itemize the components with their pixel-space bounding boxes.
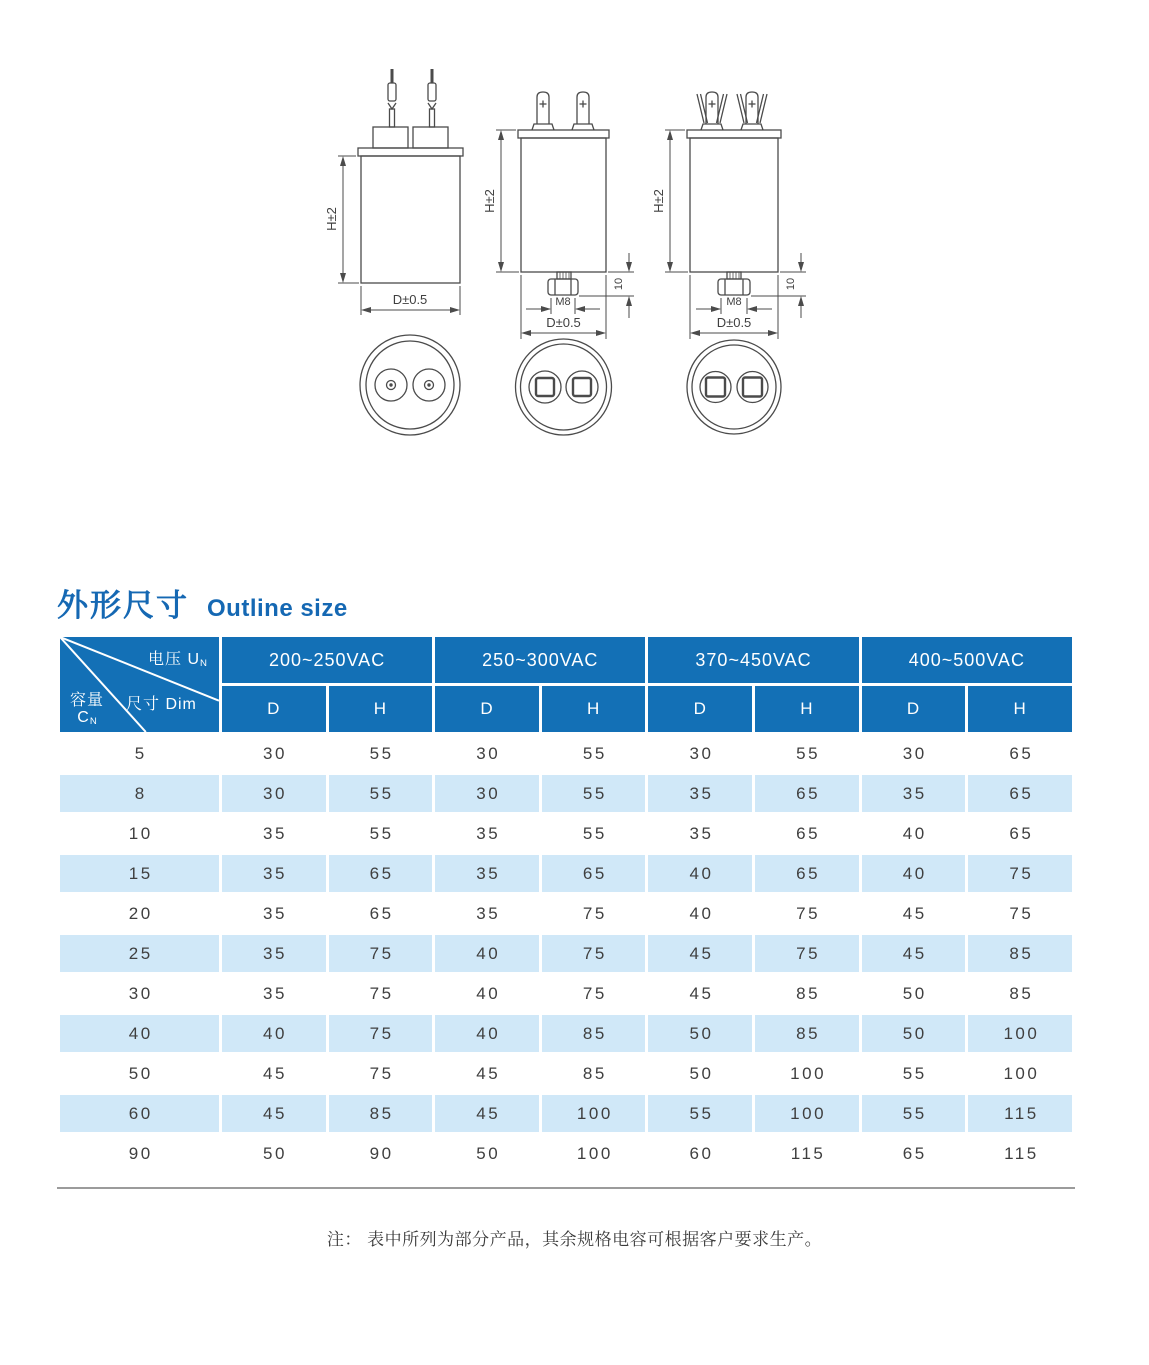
size-table-row bbox=[60, 935, 1072, 972]
dimension-cell: 35 bbox=[222, 975, 326, 1012]
dimension-cell: 30 bbox=[222, 735, 326, 772]
dimension-cell: 50 bbox=[648, 1015, 752, 1052]
dimension-cell: 30 bbox=[435, 735, 539, 772]
section-title-zh: 外形尺寸 bbox=[57, 588, 189, 623]
dimension-cell: 100 bbox=[968, 1015, 1072, 1052]
dimension-cell: 40 bbox=[222, 1015, 326, 1052]
voltage-group-header: 400~500VAC bbox=[862, 637, 1072, 683]
dimension-cell: 75 bbox=[968, 895, 1072, 932]
size-table-row bbox=[60, 975, 1072, 1012]
dimension-cell: 100 bbox=[755, 1055, 859, 1092]
dimension-cell: 40 bbox=[862, 855, 966, 892]
capacity-cell: 90 bbox=[60, 1135, 219, 1172]
d-column-header: D bbox=[435, 686, 539, 732]
d-column-header: D bbox=[222, 686, 326, 732]
voltage-group-header: 200~250VAC bbox=[222, 637, 432, 683]
d-column-header: D bbox=[648, 686, 752, 732]
dimension-cell: 35 bbox=[862, 775, 966, 812]
dimension-cell: 55 bbox=[542, 815, 646, 852]
dimension-cell: 115 bbox=[968, 1095, 1072, 1132]
top-view bbox=[516, 339, 612, 435]
dimension-cell: 75 bbox=[968, 855, 1072, 892]
height-dimension bbox=[324, 156, 359, 283]
dimension-cell: 45 bbox=[648, 975, 752, 1012]
size-table-row bbox=[60, 1135, 1072, 1172]
dimension-cell: 75 bbox=[542, 935, 646, 972]
dimension-cell: 35 bbox=[435, 895, 539, 932]
dimension-cell: 35 bbox=[222, 935, 326, 972]
dimension-cell: 90 bbox=[329, 1135, 433, 1172]
dimension-cell: 35 bbox=[435, 855, 539, 892]
dimension-cell: 30 bbox=[862, 735, 966, 772]
dimension-cell: 45 bbox=[435, 1095, 539, 1132]
side-view bbox=[687, 92, 781, 295]
dimension-cell: 55 bbox=[542, 735, 646, 772]
size-table-row bbox=[60, 1015, 1072, 1052]
dimension-cell: 100 bbox=[968, 1055, 1072, 1092]
dimension-cell: 65 bbox=[968, 735, 1072, 772]
side-view bbox=[358, 69, 463, 283]
outline-size-table-wrap bbox=[57, 634, 1075, 1175]
size-table-row bbox=[60, 775, 1072, 812]
dimension-cell: 35 bbox=[222, 815, 326, 852]
voltage-group-header: 370~450VAC bbox=[648, 637, 858, 683]
capacity-cell: 50 bbox=[60, 1055, 219, 1092]
dimension-cell: 85 bbox=[329, 1095, 433, 1132]
dimension-cell: 35 bbox=[222, 895, 326, 932]
corner-dim-label: 尺寸 Dim bbox=[126, 696, 197, 713]
footnote-text: 表中所列为部分产品，其余规格电容可根据客户要求生产。 bbox=[367, 1230, 823, 1249]
dimension-cell: 75 bbox=[329, 975, 433, 1012]
dimension-cell: 50 bbox=[435, 1135, 539, 1172]
dimension-cell: 75 bbox=[542, 975, 646, 1012]
height-dim-label: H±2 bbox=[482, 189, 497, 213]
dimension-cell: 40 bbox=[862, 815, 966, 852]
dimension-cell: 115 bbox=[968, 1135, 1072, 1172]
dimension-cell: 65 bbox=[542, 855, 646, 892]
dimension-cell: 60 bbox=[648, 1135, 752, 1172]
corner-voltage-label: 电压 $U_N$ bbox=[147, 651, 207, 669]
dimension-cell: 45 bbox=[222, 1055, 326, 1092]
dimension-cell: 55 bbox=[542, 775, 646, 812]
capacity-cell: 8 bbox=[60, 775, 219, 812]
capacitor-drawing-wire-leads bbox=[298, 55, 483, 445]
divider-line bbox=[57, 1187, 1075, 1189]
dimension-cell: 45 bbox=[862, 935, 966, 972]
side-view bbox=[518, 92, 609, 295]
dimension-cell: 55 bbox=[755, 735, 859, 772]
dimension-cell: 65 bbox=[755, 855, 859, 892]
dimension-cell: 85 bbox=[542, 1055, 646, 1092]
capacity-cell: 60 bbox=[60, 1095, 219, 1132]
size-table-row bbox=[60, 815, 1072, 852]
dimension-cell: 75 bbox=[329, 1015, 433, 1052]
height-dimension bbox=[482, 130, 519, 272]
dimension-cell: 50 bbox=[862, 1015, 966, 1052]
dimension-cell: 75 bbox=[542, 895, 646, 932]
dimension-cell: 100 bbox=[542, 1135, 646, 1172]
dimension-cell: 75 bbox=[329, 935, 433, 972]
h-column-header: H bbox=[329, 686, 433, 732]
dimension-cell: 65 bbox=[329, 895, 433, 932]
diameter-dimension bbox=[361, 286, 460, 315]
thread-dimension bbox=[696, 296, 772, 314]
height-dimension bbox=[651, 130, 688, 272]
capacity-cell: 30 bbox=[60, 975, 219, 1012]
dimension-cell: 85 bbox=[755, 1015, 859, 1052]
stud-length-dim-label: 10 bbox=[613, 277, 625, 291]
dimension-cell: 100 bbox=[755, 1095, 859, 1132]
dimension-cell: 45 bbox=[648, 935, 752, 972]
dimension-cell: 40 bbox=[435, 1015, 539, 1052]
dimension-cell: 75 bbox=[755, 895, 859, 932]
size-table-row bbox=[60, 735, 1072, 772]
dimension-cell: 55 bbox=[329, 775, 433, 812]
outline-size-table bbox=[57, 634, 1075, 1175]
dimension-cell: 85 bbox=[968, 935, 1072, 972]
dimension-cell: 65 bbox=[968, 815, 1072, 852]
diameter-dim-label: D±0.5 bbox=[392, 292, 428, 307]
size-table-row bbox=[60, 895, 1072, 932]
dimension-cell: 30 bbox=[648, 735, 752, 772]
size-table-row bbox=[60, 855, 1072, 892]
dimension-cell: 40 bbox=[435, 935, 539, 972]
capacity-cell: 20 bbox=[60, 895, 219, 932]
h-column-header: H bbox=[755, 686, 859, 732]
voltage-group-header: 250~300VAC bbox=[435, 637, 645, 683]
capacity-cell: 15 bbox=[60, 855, 219, 892]
dimension-cell: 85 bbox=[968, 975, 1072, 1012]
dimension-cell: 45 bbox=[862, 895, 966, 932]
height-dim-label: H±2 bbox=[651, 189, 666, 213]
stud-length-dim-label: 10 bbox=[785, 277, 797, 291]
dimension-cell: 50 bbox=[222, 1135, 326, 1172]
dimension-cell: 45 bbox=[435, 1055, 539, 1092]
dimension-cell: 55 bbox=[329, 815, 433, 852]
capacity-cell: 10 bbox=[60, 815, 219, 852]
dimension-cell: 65 bbox=[968, 775, 1072, 812]
thread-dimension bbox=[526, 296, 600, 314]
diameter-dim-label: D±0.5 bbox=[546, 315, 581, 330]
table-corner-cell bbox=[60, 637, 219, 732]
dimension-cell: 55 bbox=[862, 1055, 966, 1092]
dimension-cell: 35 bbox=[435, 815, 539, 852]
dimension-cell: 65 bbox=[755, 815, 859, 852]
dimension-cell: 55 bbox=[329, 735, 433, 772]
h-column-header: H bbox=[968, 686, 1072, 732]
size-table-row bbox=[60, 1055, 1072, 1092]
footnote bbox=[0, 1225, 1149, 1250]
dimension-cell: 55 bbox=[648, 1095, 752, 1132]
capacity-cell: 25 bbox=[60, 935, 219, 972]
dimension-cell: 115 bbox=[755, 1135, 859, 1172]
dimension-cell: 35 bbox=[648, 815, 752, 852]
dimension-cell: 40 bbox=[648, 895, 752, 932]
dimension-cell: 55 bbox=[862, 1095, 966, 1132]
dimension-cell: 40 bbox=[435, 975, 539, 1012]
dimension-cell: 65 bbox=[755, 775, 859, 812]
section-title-en: Outline size bbox=[207, 595, 348, 622]
dimension-cell: 40 bbox=[648, 855, 752, 892]
diameter-dim-label: D±0.5 bbox=[716, 315, 752, 330]
height-dim-label: H±2 bbox=[324, 207, 339, 231]
dimension-cell: 45 bbox=[222, 1095, 326, 1132]
dimension-cell: 30 bbox=[435, 775, 539, 812]
capacity-cell: 40 bbox=[60, 1015, 219, 1052]
dimension-cell: 100 bbox=[542, 1095, 646, 1132]
capacity-cell: 5 bbox=[60, 735, 219, 772]
dimension-cell: 85 bbox=[542, 1015, 646, 1052]
dimension-cell: 85 bbox=[755, 975, 859, 1012]
size-table-body bbox=[60, 735, 1072, 1172]
dimension-cell: 30 bbox=[222, 775, 326, 812]
dimension-cell: 75 bbox=[755, 935, 859, 972]
thread-dim-label: M8 bbox=[555, 296, 571, 308]
thread-dim-label: M8 bbox=[726, 296, 742, 308]
top-view bbox=[360, 335, 460, 435]
section-title bbox=[57, 580, 348, 625]
dimension-cell: 75 bbox=[329, 1055, 433, 1092]
d-column-header: D bbox=[862, 686, 966, 732]
dimension-cell: 35 bbox=[648, 775, 752, 812]
footnote-label: 注： bbox=[326, 1230, 362, 1249]
capacitor-drawing-4way-faston-stud bbox=[648, 55, 848, 445]
dimension-cell: 35 bbox=[222, 855, 326, 892]
dimension-cell: 65 bbox=[862, 1135, 966, 1172]
h-column-header: H bbox=[542, 686, 646, 732]
dimension-cell: 50 bbox=[648, 1055, 752, 1092]
size-table-row bbox=[60, 1095, 1072, 1132]
corner-capacity-label: 容量 $C_N$ bbox=[70, 692, 105, 727]
top-view bbox=[687, 340, 781, 434]
dimension-cell: 65 bbox=[329, 855, 433, 892]
dimension-cell: 50 bbox=[862, 975, 966, 1012]
